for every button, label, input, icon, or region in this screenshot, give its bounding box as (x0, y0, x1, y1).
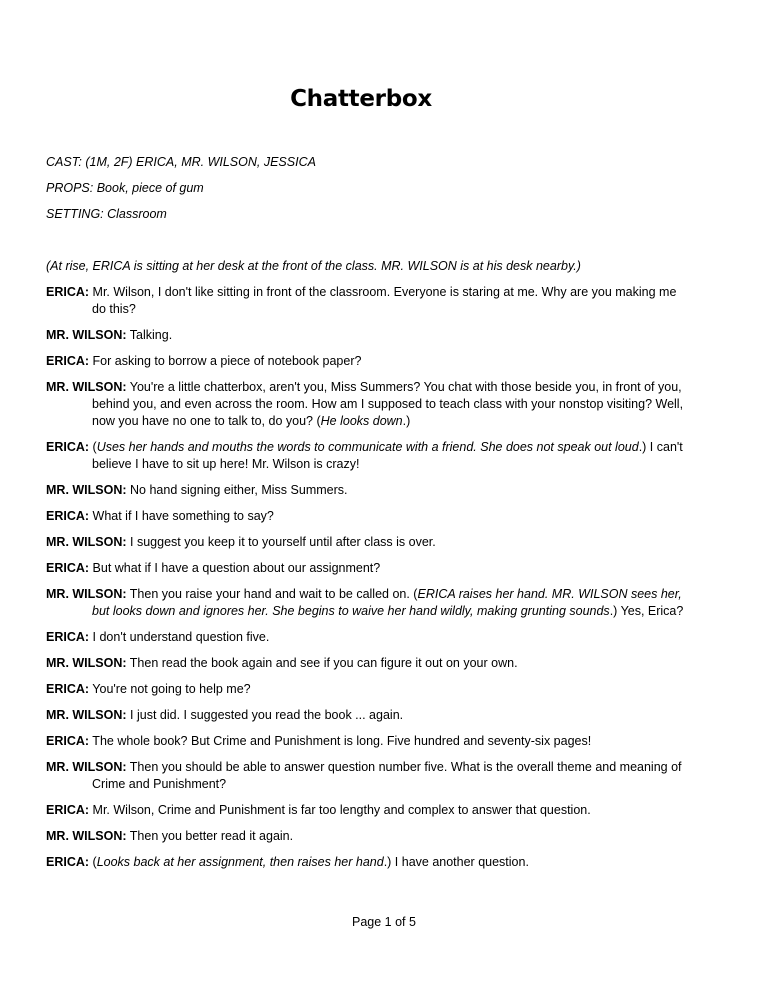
stage-direction: Looks back at her assignment, then raises her hand (96, 855, 384, 869)
dialogue-text: What if I have something to say? (89, 509, 274, 523)
page-title: Chatterbox (290, 86, 432, 112)
speaker-name: ERICA: (46, 803, 90, 817)
dialogue-text: The whole book? But Crime and Punishment is long. Five hundred and seventy-six pages! (89, 734, 592, 748)
speaker-name: ERICA: (46, 734, 90, 748)
speaker-name: ERICA: (46, 855, 90, 869)
dialogue-text: For asking to borrow a piece of notebook paper? (89, 354, 362, 368)
cast-list: CAST: (1M, 2F) ERICA, MR. WILSON, JESSICA (46, 155, 316, 169)
speaker-name: MR. WILSON: (46, 760, 127, 774)
dialogue-line (46, 854, 686, 871)
stage-direction: ERICA raises her hand. MR. WILSON sees her, but looks down and ignores her. She begins to waive her hand wildly, making grunting sounds (92, 587, 682, 618)
dialogue-line (46, 379, 686, 430)
dialogue-text: You're not going to help me? (89, 682, 251, 696)
dialogue-line (46, 327, 686, 344)
dialogue-line (46, 802, 686, 819)
dialogue-text: I don't understand question five. (89, 630, 270, 644)
dialogue-line (46, 353, 686, 370)
dialogue-text: I just did. I suggested you read the book ... again. (126, 708, 404, 722)
dialogue-line (46, 482, 686, 499)
speaker-name: MR. WILSON: (46, 708, 127, 722)
dialogue-text: But what if I have a question about our assignment? (89, 561, 381, 575)
speaker-name: MR. WILSON: (46, 656, 127, 670)
stage-direction: Uses her hands and mouths the words to communicate with a friend. She does not speak out loud (96, 440, 639, 454)
stage-direction: He looks down (320, 414, 403, 428)
dialogue-text: .) (402, 414, 411, 428)
dialogue-text: ( (89, 440, 97, 454)
dialogue-line (46, 681, 686, 698)
dialogue-line (46, 733, 686, 750)
speaker-name: ERICA: (46, 682, 90, 696)
dialogue-text: .) I have another question. (383, 855, 529, 869)
speaker-name: ERICA: (46, 630, 90, 644)
dialogue-text: Mr. Wilson, Crime and Punishment is far too lengthy and complex to answer that question. (89, 803, 591, 817)
dialogue-line (46, 828, 686, 845)
dialogue-text: .) Yes, Erica? (609, 604, 684, 618)
dialogue-text: Then you raise your hand and wait to be called on. ( (126, 587, 418, 601)
setting-line: SETTING: Classroom (46, 207, 167, 221)
dialogue-line (46, 534, 686, 551)
dialogue-line (46, 439, 686, 473)
dialogue-text: Talking. (126, 328, 173, 342)
dialogue-text: You're a little chatterbox, aren't you, Miss Summers? You chat with those beside you, in front of you, behind you, and even across the room. How am I supposed to teach class with your nonstop visiting? Well, now you have no one to talk to, do you? ( (92, 380, 684, 428)
dialogue-text: Then you better read it again. (126, 829, 294, 843)
script-body (46, 258, 686, 880)
speaker-name: MR. WILSON: (46, 829, 127, 843)
dialogue-line (46, 629, 686, 646)
dialogue-text: .) I can't believe I have to sit up here! Mr. Wilson is crazy! (92, 440, 683, 471)
dialogue-text: Mr. Wilson, I don't like sitting in front of the classroom. Everyone is staring at me. Why are you making me do this? (89, 285, 677, 316)
dialogue-line (46, 284, 686, 318)
speaker-name: ERICA: (46, 285, 90, 299)
speaker-name: MR. WILSON: (46, 380, 127, 394)
dialogue-lines (46, 284, 686, 871)
speaker-name: ERICA: (46, 509, 90, 523)
dialogue-line (46, 560, 686, 577)
opening-stage-direction: (At rise, ERICA is sitting at her desk at the front of the class. MR. WILSON is at his desk nearby.) (46, 259, 581, 273)
speaker-name: MR. WILSON: (46, 328, 127, 342)
dialogue-line (46, 586, 686, 620)
dialogue-text: No hand signing either, Miss Summers. (126, 483, 348, 497)
dialogue-text: ( (89, 855, 97, 869)
speaker-name: ERICA: (46, 440, 90, 454)
dialogue-text: I suggest you keep it to yourself until after class is over. (126, 535, 436, 549)
speaker-name: ERICA: (46, 354, 90, 368)
dialogue-line (46, 759, 686, 793)
dialogue-line (46, 707, 686, 724)
dialogue-line (46, 655, 686, 672)
speaker-name: MR. WILSON: (46, 535, 127, 549)
dialogue-line (46, 508, 686, 525)
speaker-name: MR. WILSON: (46, 483, 127, 497)
props-list: PROPS: Book, piece of gum (46, 181, 204, 195)
dialogue-text: Then you should be able to answer question number five. What is the overall theme and meaning of Crime and Punishment? (92, 760, 682, 791)
page-number: Page 1 of 5 (352, 915, 416, 929)
speaker-name: MR. WILSON: (46, 587, 127, 601)
speaker-name: ERICA: (46, 561, 90, 575)
dialogue-text: Then read the book again and see if you can figure it out on your own. (126, 656, 518, 670)
